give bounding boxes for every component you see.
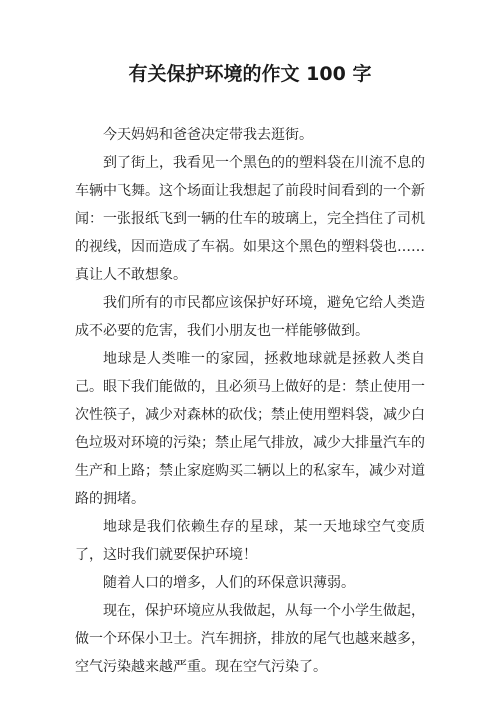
paragraph-7: 现在，保护环境应从我做起，从每一个小学生做起，做一个环保小卫士。汽车拥挤，排放的尾气也越来越多，空气污染越来越严重。现在空气污染了。	[75, 603, 425, 675]
paragraph-5: 地球是我们依赖生存的星球，某一天地球空气变质了，这时我们就要保护环境！	[75, 519, 425, 563]
document-title: 有关保护环境的作文 100 字	[128, 63, 372, 85]
document-body	[75, 121, 425, 681]
paragraph-4: 地球是人类唯一的家园，拯救地球就是拯救人类自己。眼下我们能做的，且必须马上做好的是：禁止使用一次性筷子，减少对森林的砍伐；禁止使用塑料袋，减少白色垃圾对环境的污染；禁止尾气排放，减少大排量汽车的生产和上路；禁止家庭购买二辆以上的私家车，减少对道路的拥堵。	[75, 351, 425, 507]
paragraph-6: 随着人口的增多，人们的环保意识薄弱。	[103, 575, 355, 591]
paragraph-3: 我们所有的市民都应该保护好环境，避免它给人类造成不必要的危害，我们小朋友也一样能够做到。	[75, 295, 425, 339]
paragraph-1: 今天妈妈和爸爸决定带我去逛街。	[103, 127, 313, 143]
paragraph-2: 到了街上，我看见一个黑色的的塑料袋在川流不息的车辆中飞舞。这个场面让我想起了前段时间看到的一个新闻：一张报纸飞到一辆的仕车的玻璃上，完全挡住了司机的视线，因而造成了车祸。如果这个黑色的塑料袋也……真让人不敢想象。	[75, 155, 425, 283]
